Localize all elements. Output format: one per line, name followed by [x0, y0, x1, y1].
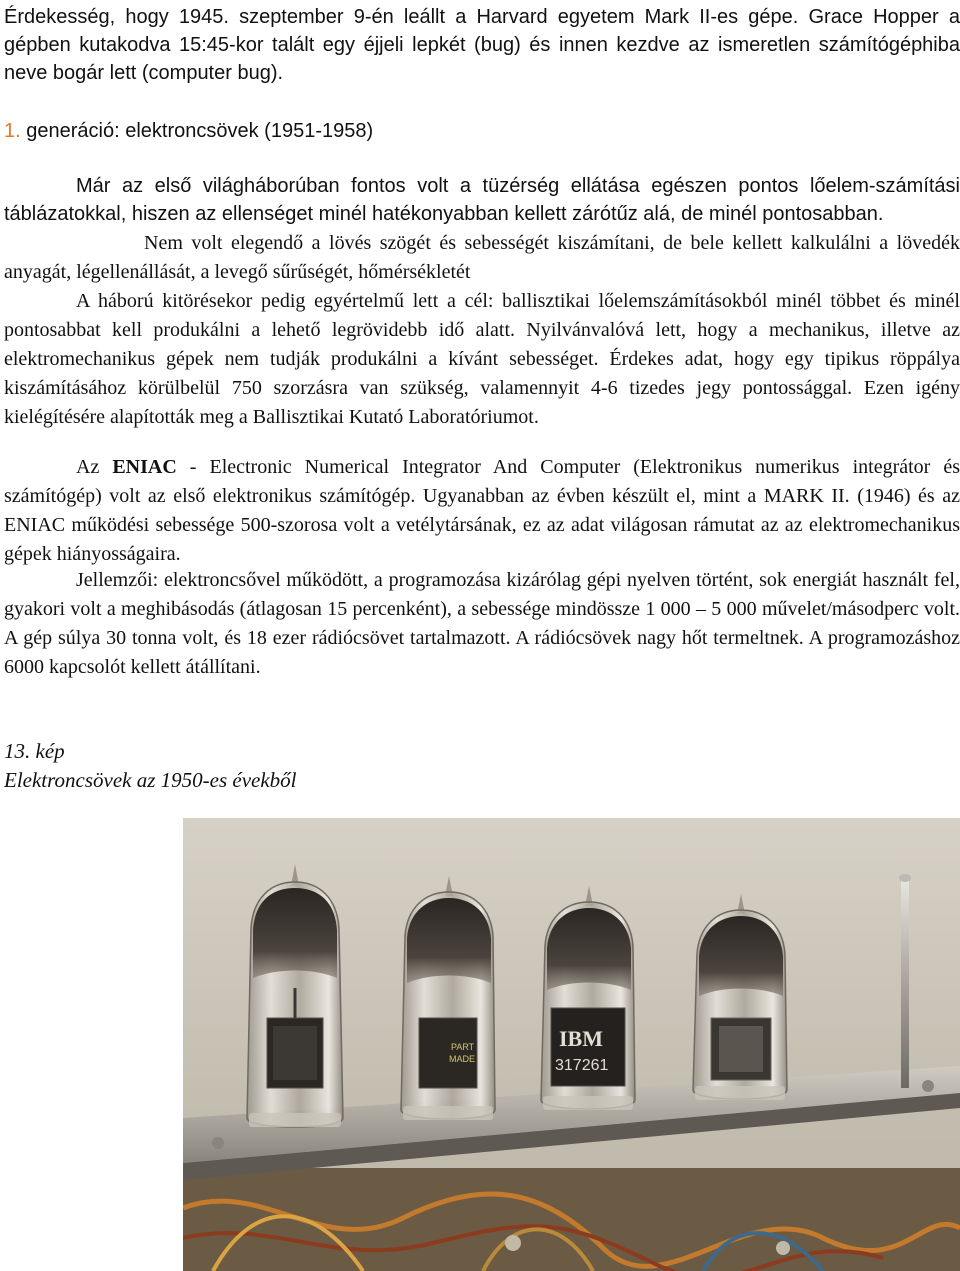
eniac-rest: - Electronic Numerical Integrator And Computer (Elektronikus numerikus integrátor és számítógép) volt az első elektronikus számítógép. Ugyanabban az évben készült el, mint a MARK II. (1946) és az ENIAC működési sebessége 500-szorosa volt a vetélytársának, ez az adat világosan rámutat az az elektromechanikus gépek hiányosságaira. — [4, 456, 960, 565]
section-title: generáció: elektroncsövek (1951-1958) — [26, 120, 374, 142]
paragraph-ww1-cont-text: Nem volt elegendő a lövés szögét és sebességét kiszámítani, de bele kellett kalkulálni a lövedék anyagát, légellenállását, a levegő sűrűségét, hőmérsékletét — [4, 232, 960, 283]
eniac-acronym: ENIAC — [112, 456, 177, 478]
wiring-bundle — [183, 1168, 960, 1271]
paragraph-ww1-continued — [4, 229, 960, 287]
tube-2-label-b: MADE — [449, 1054, 476, 1064]
figure-title: Elektroncsövek az 1950-es évekből — [4, 768, 297, 792]
vacuum-tube-1 — [247, 864, 343, 1127]
paragraph-eniac — [4, 453, 960, 569]
tube-3-number-label: 317261 — [555, 1057, 609, 1074]
intro-paragraph: Érdekesség, hogy 1945. szeptember 9-én leállt a Harvard egyetem Mark II-es gépe. Grace Hopper a gépben kutakodva 15:45-kor talált egy éjjeli lepkét (bug) és innen kezdve az ismeretlen számítógéphiba neve bogár lett (computer bug). — [4, 6, 960, 84]
eniac-prefix: Az — [76, 456, 113, 478]
paragraph-features — [4, 566, 960, 682]
vacuum-tubes-photo — [183, 818, 960, 1271]
paragraph-war-text: A háború kitörésekor pedig egyértelmű lett a cél: ballisztikai lőelemszámításokból minél többet és minél pontosabbat kell produkálni a lehető legrövidebb idő alatt. Nyilvánvalóvá lett, hogy a mechanikus, illetve az elektromechanikus gépek nem tudják produkálni a kívánt sebességet. Érdekes adat, hogy egy tipikus röppálya kiszámításához körülbelül 750 szorzásra van szükség, valamennyit 4-6 tizedes jegy pontossággal. Ezen igény kielégítésére alapították meg a Ballisztikai Kutató Laboratóriumot. — [4, 290, 960, 428]
vacuum-tube-4 — [693, 894, 787, 1100]
vacuum-tube-3 — [541, 886, 635, 1110]
figure-number: 13. kép — [4, 739, 65, 763]
paragraph-features-text: Jellemzői: elektroncsővel működött, a programozása kizárólag gépi nyelven történt, sok energiát használt fel, gyakori volt a meghibásodás (átlagosan 15 percenként), a sebessége mindössze 1 000 – 5 000 művelet/másodperc volt. A gép súlya 30 tonna volt, és 18 ezer rádiócsövet tartalmazott. A rádiócsövek nagy hőt termeltnek. A programozáshoz 6000 kapcsolót kellett átállítani. — [4, 569, 960, 678]
section-number: 1. — [4, 120, 21, 142]
paragraph-ww1-end: pontosabban. — [762, 203, 884, 225]
paragraph-ww1 — [4, 172, 960, 228]
paragraph-war — [4, 287, 960, 432]
figure-caption — [4, 737, 297, 795]
metal-rod — [901, 878, 909, 1088]
paragraph-ww1-text — [4, 175, 960, 225]
tube-3-ibm-label: IBM — [559, 1026, 603, 1051]
tube-2-label: PART — [451, 1042, 475, 1052]
vacuum-tube-2 — [401, 876, 495, 1120]
paragraph-ww1-body: Már az első világháborúban fontos volt a tüzérség ellátása egészen pontos lőelem-számítási táblázatokkal, hiszen az ellenséget minél hatékonyabban kellett zárótűz alá, de minél — [4, 175, 960, 225]
section-heading — [4, 117, 373, 145]
vacuum-tubes-illustration — [183, 818, 960, 1271]
